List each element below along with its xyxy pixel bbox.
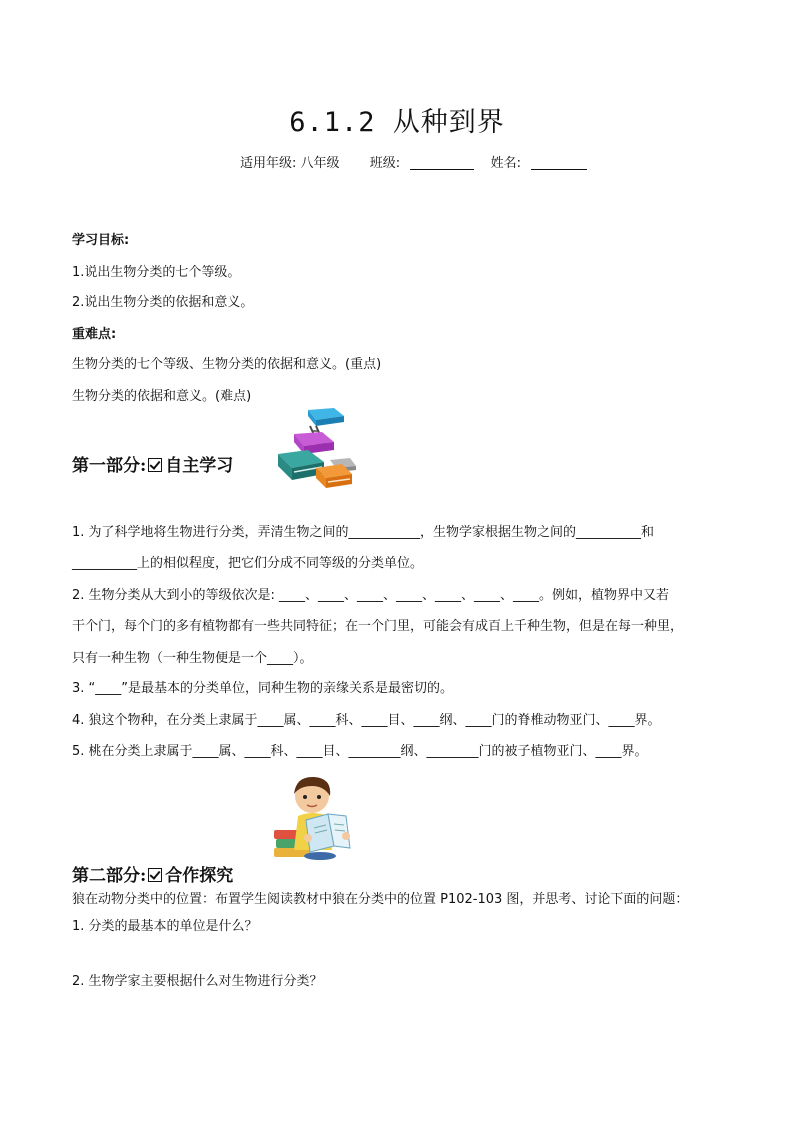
- part2-intro: 狼在动物分类中的位置：布置学生阅读教材中狼在分类中的位置 P102-103 图，并思考、讨论下面的问题：: [72, 892, 689, 907]
- part2-label: 第二部分:: [72, 866, 147, 886]
- question-line: 5. 桃在分类上隶属于____属、____科、____目、________纲、________门的被子植物亚门、____界。: [72, 744, 648, 759]
- question-line: 1. 分类的最基本的单位是什么？: [72, 919, 258, 934]
- class-label: 班级:: [369, 156, 401, 171]
- name-blank[interactable]: [531, 155, 587, 170]
- question-line: 只有一种生物（一种生物便是一个____）。: [72, 651, 313, 666]
- part1-title: 自主学习: [165, 456, 234, 476]
- class-blank[interactable]: [410, 155, 474, 170]
- question-line: __________上的相似程度，把它们分成不同等级的分类单位。: [72, 556, 424, 571]
- name-label: 姓名:: [490, 156, 521, 171]
- boy-reading-book-icon: [272, 772, 354, 862]
- part2-heading: [72, 861, 233, 886]
- part1-label: 第一部分:: [72, 456, 147, 476]
- keypoint-item: 生物分类的依据和意义。(难点): [72, 389, 252, 404]
- objective-item: 1.说出生物分类的七个等级。: [72, 265, 241, 280]
- stacked-books-icon: [272, 404, 358, 496]
- question-line: 2. 生物学家主要根据什么对生物进行分类？: [72, 974, 323, 989]
- checkbox-icon: [148, 868, 162, 882]
- question-line: 干个门，每个门的多有植物都有一些共同特征；在一个门里，可能会有成百上千种生物，但是在每一种里，: [72, 619, 684, 634]
- checkbox-icon: [148, 458, 162, 472]
- part1-heading: [72, 451, 233, 476]
- keypoints-heading: 重难点:: [72, 327, 117, 342]
- header-meta: [240, 152, 587, 171]
- keypoint-item: 生物分类的七个等级、生物分类的依据和意义。(重点): [72, 357, 382, 372]
- part2-title: 合作探究: [165, 866, 234, 886]
- question-line: 2. 生物分类从大到小的等级依次是: ____、____、____、____、____、____、____。例如，植物界中又若: [72, 588, 670, 603]
- objectives-heading: 学习目标:: [72, 233, 130, 248]
- page-title: 6.1.2 从种到界: [289, 107, 505, 138]
- objective-item: 2.说出生物分类的依据和意义。: [72, 295, 254, 310]
- question-line: 1. 为了科学地将生物进行分类，弄清生物之间的___________，生物学家根据生物之间的__________和: [72, 525, 655, 540]
- grade-label: 适用年级: 八年级: [240, 156, 340, 171]
- question-line: 4. 狼这个物种，在分类上隶属于____属、____科、____目、____纲、____门的脊椎动物亚门、____界。: [72, 713, 661, 728]
- question-line: 3. “____”是最基本的分类单位，同种生物的亲缘关系是最密切的。: [72, 681, 454, 696]
